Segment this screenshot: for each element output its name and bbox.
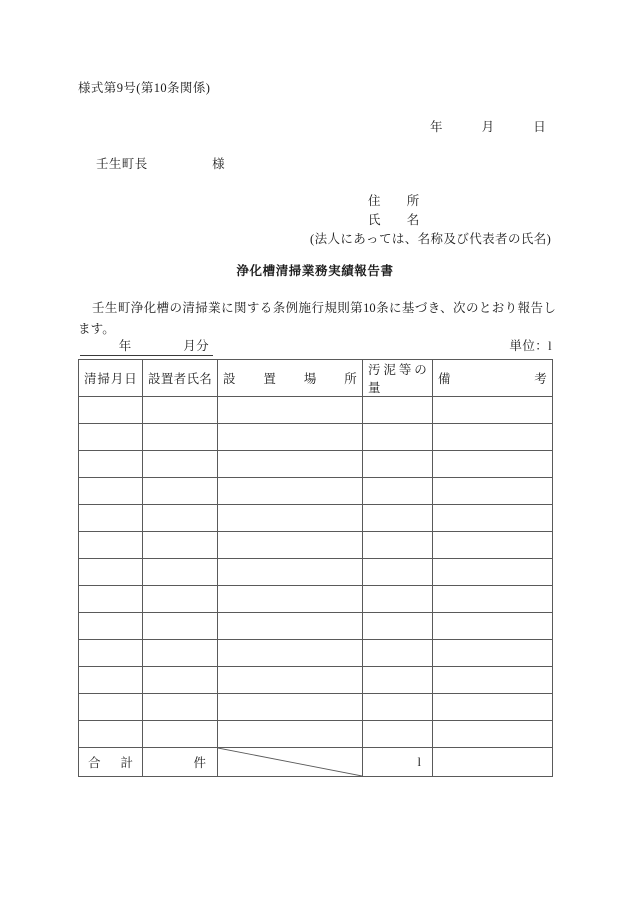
cell-sludge-amount[interactable] [363,505,433,532]
cell-cleaning-date[interactable] [79,613,143,640]
name-label: 氏 名 [368,213,420,227]
cell-remarks[interactable] [433,721,553,748]
total-sludge-cell[interactable]: l [363,748,433,777]
cell-remarks[interactable] [433,559,553,586]
unit-label: 単位：l [509,339,552,353]
diagonal-strike-icon [218,748,362,776]
cell-cleaning-date[interactable] [79,424,143,451]
total-count-cell[interactable]: 件 [143,748,218,777]
cell-remarks[interactable] [433,586,553,613]
table-row [79,505,553,532]
cell-installer-name[interactable] [143,505,218,532]
cell-installation-place[interactable] [218,721,363,748]
cell-sludge-amount[interactable] [363,613,433,640]
table-row [79,694,553,721]
header-installation-place: 設置場所 [218,360,363,397]
address-label: 住 所 [368,194,420,208]
cell-cleaning-date[interactable] [79,559,143,586]
cell-installer-name[interactable] [143,478,218,505]
cell-installation-place[interactable] [218,424,363,451]
report-table-wrap [78,359,552,777]
cell-installation-place[interactable] [218,532,363,559]
cell-installation-place[interactable] [218,559,363,586]
cell-installer-name[interactable] [143,613,218,640]
table-subheader [78,338,552,358]
cell-installation-place[interactable] [218,478,363,505]
cell-sludge-amount[interactable] [363,559,433,586]
table-row [79,451,553,478]
cell-installer-name[interactable] [143,667,218,694]
cell-remarks[interactable] [433,532,553,559]
cell-installation-place[interactable] [218,613,363,640]
table-row [79,478,553,505]
cell-installer-name[interactable] [143,451,218,478]
cell-sludge-amount[interactable] [363,586,433,613]
cell-cleaning-date[interactable] [79,505,143,532]
header-remarks: 備考 [433,360,553,397]
table-row [79,613,553,640]
document-title: 浄化槽清掃業務実績報告書 [236,264,394,278]
table-row [79,721,553,748]
form-code: 様式第9号(第10条関係) [78,81,211,95]
cell-installer-name[interactable] [143,397,218,424]
total-place-cell-struck [218,748,363,777]
cell-installer-name[interactable] [143,640,218,667]
cell-sludge-amount[interactable] [363,478,433,505]
cell-installer-name[interactable] [143,721,218,748]
cell-remarks[interactable] [433,478,553,505]
cell-sludge-amount[interactable] [363,424,433,451]
cell-installation-place[interactable] [218,586,363,613]
cell-remarks[interactable] [433,397,553,424]
cell-installer-name[interactable] [143,694,218,721]
header-sludge-amount: 汚泥等の量 [363,360,433,397]
body-paragraph: 壬生町浄化槽の清掃業に関する条例施行規則第10条に基づき、次のとおり報告します。 [78,301,556,336]
table-body [79,397,553,748]
cell-installer-name[interactable] [143,532,218,559]
total-row [79,748,553,777]
cell-remarks[interactable] [433,451,553,478]
cell-installer-name[interactable] [143,424,218,451]
cell-remarks[interactable] [433,640,553,667]
table-header-row [79,360,553,397]
table-row [79,640,553,667]
cell-installation-place[interactable] [218,694,363,721]
total-label-cell: 合計 [79,748,143,777]
cell-cleaning-date[interactable] [79,694,143,721]
cell-sludge-amount[interactable] [363,721,433,748]
cell-installer-name[interactable] [143,559,218,586]
corporate-note: (法人にあっては、名称及び代表者の氏名) [310,232,552,246]
cell-cleaning-date[interactable] [79,721,143,748]
table-row [79,397,553,424]
cell-sludge-amount[interactable] [363,397,433,424]
cell-cleaning-date[interactable] [79,478,143,505]
cell-remarks[interactable] [433,424,553,451]
header-installer-name: 設置者氏名 [143,360,218,397]
cell-installation-place[interactable] [218,451,363,478]
table-row [79,532,553,559]
addressee-line: 壬生町長 様 [96,157,226,171]
cell-cleaning-date[interactable] [79,586,143,613]
period-input-line[interactable]: 年 月分 [80,338,213,356]
table-row [79,667,553,694]
cell-installation-place[interactable] [218,640,363,667]
cell-sludge-amount[interactable] [363,640,433,667]
report-table [78,359,553,777]
cell-cleaning-date[interactable] [79,397,143,424]
cell-remarks[interactable] [433,694,553,721]
header-cleaning-date: 清掃月日 [79,360,143,397]
cell-sludge-amount[interactable] [363,667,433,694]
cell-cleaning-date[interactable] [79,451,143,478]
cell-remarks[interactable] [433,667,553,694]
table-row [79,424,553,451]
cell-remarks[interactable] [433,505,553,532]
cell-sludge-amount[interactable] [363,532,433,559]
date-line: 年 月 日 [430,120,547,134]
cell-sludge-amount[interactable] [363,694,433,721]
cell-installation-place[interactable] [218,667,363,694]
cell-cleaning-date[interactable] [79,640,143,667]
cell-installer-name[interactable] [143,586,218,613]
cell-remarks[interactable] [433,613,553,640]
total-remarks-cell[interactable] [433,748,553,777]
cell-cleaning-date[interactable] [79,532,143,559]
signer-block [310,192,551,249]
table-row [79,559,553,586]
table-row [79,586,553,613]
cell-installation-place[interactable] [218,505,363,532]
cell-sludge-amount[interactable] [363,451,433,478]
cell-installation-place[interactable] [218,397,363,424]
cell-cleaning-date[interactable] [79,667,143,694]
